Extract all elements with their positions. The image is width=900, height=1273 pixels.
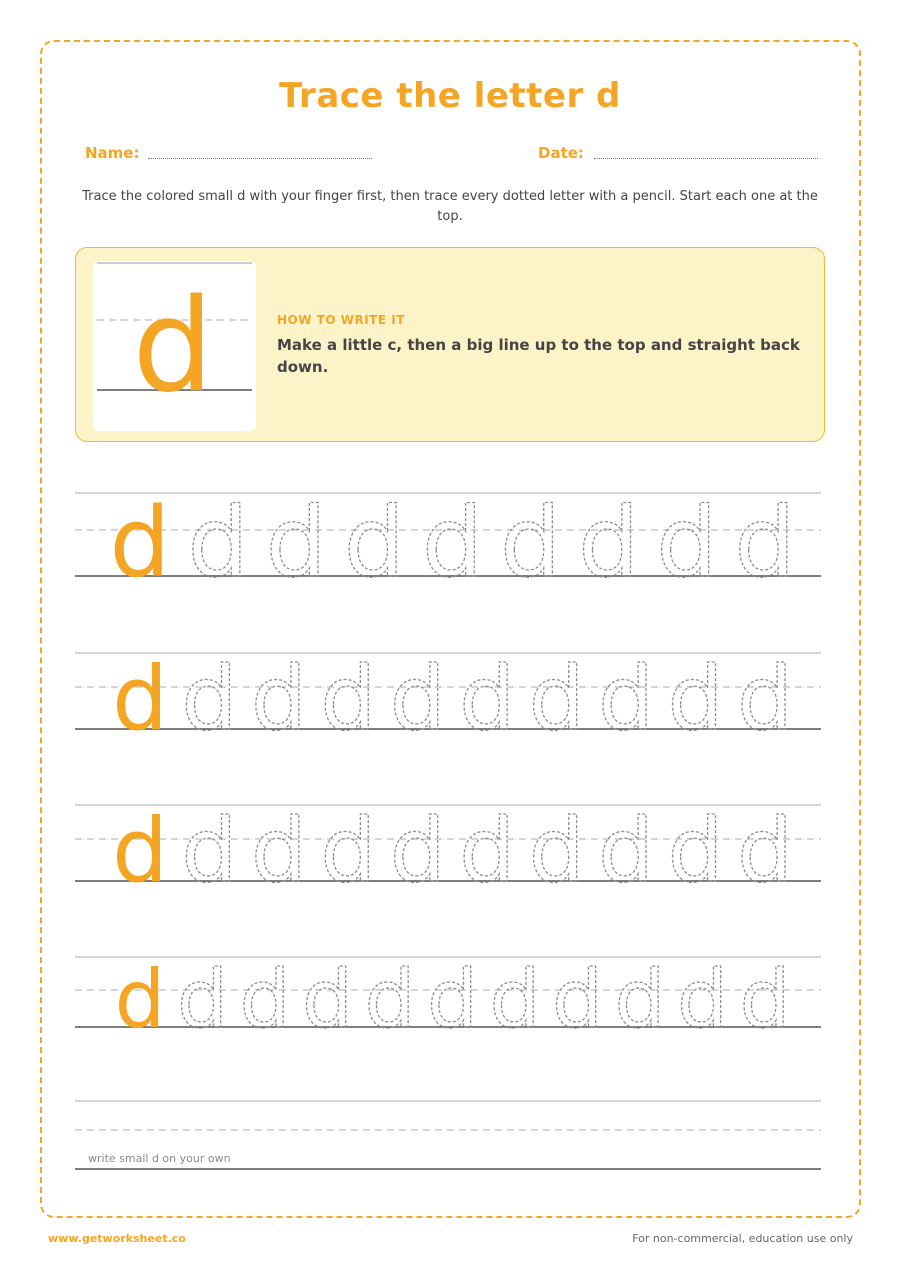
trace-letter: d xyxy=(177,953,228,1046)
trace-letter: d xyxy=(459,799,516,902)
trace-letter: d xyxy=(320,647,377,750)
trace-letter: d xyxy=(667,647,724,750)
own-practice-label: write small d on your own xyxy=(88,1152,231,1165)
trace-letter: d xyxy=(739,953,791,1046)
model-letter: d xyxy=(112,799,168,902)
model-letter: d xyxy=(114,953,166,1046)
trace-letter: d xyxy=(734,487,796,599)
model-letter: d xyxy=(109,487,171,599)
trace-letter: d xyxy=(677,953,728,1046)
trace-letter: d xyxy=(598,647,655,750)
trace-letter: d xyxy=(614,953,666,1046)
trace-letter: d xyxy=(389,799,446,902)
trace-letter: d xyxy=(578,487,640,599)
footer-website: www.getworksheet.co xyxy=(48,1232,186,1245)
trace-letter: d xyxy=(528,647,585,750)
trace-letter: d xyxy=(343,487,405,599)
how-to-heading: HOW TO WRITE IT xyxy=(277,313,405,327)
trace-letter: d xyxy=(737,647,793,750)
instructions: Trace the colored small d with your finger first, then trace every dotted letter with a pencil. Start each one at the top. xyxy=(82,189,818,224)
date-label: Date: xyxy=(538,144,584,162)
trace-letter: d xyxy=(250,799,307,902)
trace-letter: d xyxy=(302,953,353,1046)
trace-letter: d xyxy=(239,953,291,1046)
trace-letter: d xyxy=(389,647,446,750)
how-to-text: Make a little c, then a big line up to the top and straight back down. xyxy=(277,336,800,376)
trace-letter: d xyxy=(364,953,416,1046)
trace-letter: d xyxy=(489,953,541,1046)
model-letter: d xyxy=(112,647,168,750)
trace-letter: d xyxy=(459,647,516,750)
trace-letter: d xyxy=(656,487,718,599)
trace-letter: d xyxy=(737,799,793,902)
trace-letter: d xyxy=(528,799,585,902)
trace-letter: d xyxy=(500,487,562,599)
trace-letter: d xyxy=(265,487,327,599)
trace-letter: d xyxy=(181,647,238,750)
name-label: Name: xyxy=(85,144,140,162)
trace-letter: d xyxy=(422,487,483,599)
trace-letter: d xyxy=(187,487,249,599)
trace-letter: d xyxy=(667,799,724,902)
page-title: Trace the letter d xyxy=(279,76,621,116)
footer-note: For non-commercial, education use only xyxy=(632,1232,853,1245)
trace-letter: d xyxy=(552,953,603,1046)
model-letter: d xyxy=(132,272,214,421)
trace-letter: d xyxy=(427,953,478,1046)
trace-letter: d xyxy=(598,799,655,902)
trace-letter: d xyxy=(320,799,377,902)
trace-letter: d xyxy=(250,647,307,750)
trace-letter: d xyxy=(181,799,238,902)
